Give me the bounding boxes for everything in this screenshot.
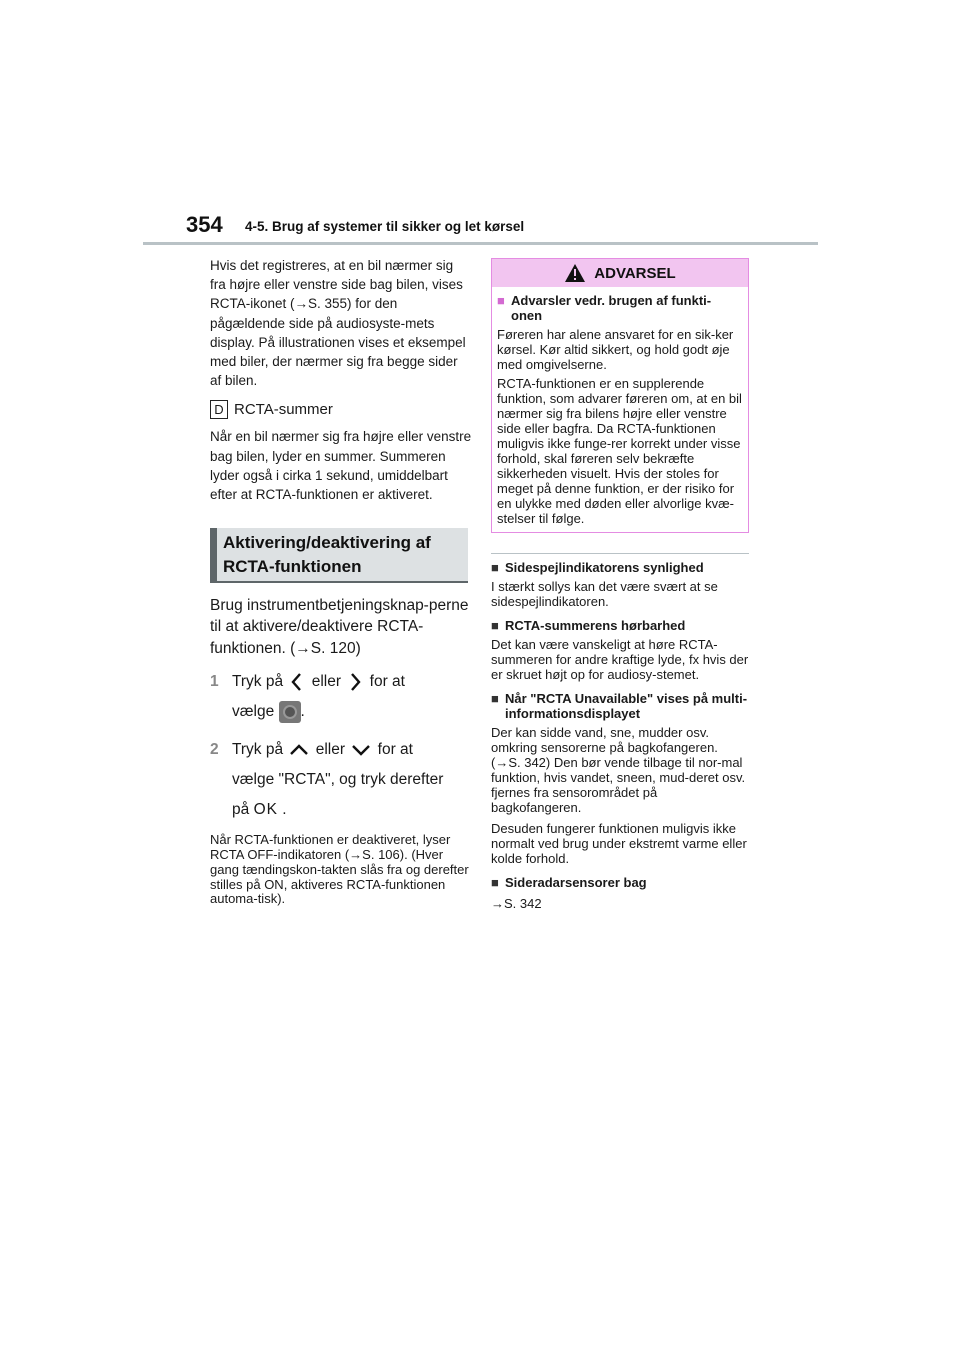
right-column — [491, 258, 749, 911]
chevron-right-icon — [345, 671, 365, 693]
step-text: . — [300, 703, 305, 721]
info-heading: Sidespejlindikatorens synlighed — [505, 560, 704, 575]
step-text: Tryk på — [232, 673, 284, 691]
info-text: Det kan være vanskeligt at høre RCTA-summeren for andre kraftige lyde, fx hvis der er skruet højt op for audiosy-stemet. — [491, 637, 749, 682]
d-title: RCTA-summer — [234, 401, 333, 419]
info-block — [491, 875, 749, 911]
warning-paragraph: RCTA-funktionen er en supplerende funktion, som advarer føreren om, at en bil nærmer sig fra bilens højre eller venstre side eller bagfra. Da RCTA-funktionen muligvis ikke funge-rer korrekt under visse forhold, skal føreren selv bekræfte sikkerheden visuelt. Hvis der stoles for meget på denne funktion, er der risiko for en ulykke med døden eller alvorlige kvæ-stelser til følge. — [497, 376, 742, 526]
warning-box — [491, 258, 749, 533]
intro-paragraph: Hvis det registreres, at en bil nærmer sig fra højre eller venstre side bag bilen, vises RCTA-ikonet (→S. 355) for den pågældende side på audiosyste-mets display. På illustrationen vises et eksempel med biler, der nærmer sig fra begge sider af bilen. — [210, 258, 466, 389]
info-block — [491, 618, 749, 682]
bullet-square-icon: ■ — [491, 875, 499, 890]
warning-paragraph: Føreren har alene ansvaret for en sik-ker kørsel. Kør altid sikkert, og hold godt øje med omgivelserne. — [497, 327, 734, 372]
info-text: I stærkt sollys kan det være svært at se sidespejlindikatoren. — [491, 579, 718, 609]
warning-triangle-icon — [564, 263, 586, 283]
step-1 — [210, 667, 472, 727]
step-text: for at — [369, 673, 405, 691]
chevron-up-icon — [287, 741, 311, 759]
info-block — [491, 560, 749, 609]
step-text: på — [232, 801, 250, 819]
step-number: 2 — [210, 741, 219, 759]
divider — [491, 553, 749, 554]
warning-header — [492, 259, 748, 287]
step-text: for at — [377, 741, 413, 759]
ok-button-symbol: OK — [253, 801, 278, 819]
section-title-line-1: Aktivering/deaktivering af — [223, 533, 431, 553]
warning-title: ADVARSEL — [594, 264, 676, 282]
section-underline — [210, 581, 468, 583]
step-2 — [210, 735, 472, 825]
d-paragraph: Når en bil nærmer sig fra højre eller venstre bag bilen, lyder en summer. Summeren lyder også i cirka 1 sekund, umiddelbart efter at RCTA-funktionen er aktiveret. — [210, 429, 472, 503]
warning-subheading: ■ Advarsler vedr. brugen af funkti-onen — [497, 293, 712, 323]
page-number: 354 — [186, 212, 223, 237]
chevron-left-icon — [287, 671, 307, 693]
gear-icon — [279, 701, 301, 723]
info-heading: Når "RCTA Unavailable" vises på multi-informationsdisplayet — [505, 691, 748, 721]
info-block — [491, 691, 749, 866]
info-text: Der kan sidde vand, sne, mudder osv. omkring sensorerne på bagkofangeren. (→S. 342) Den bør vende tilbage til nor-mal funktion, hvis vandet, sneen, mud-deret osv. fjernes fra sensorområdet på bagkofangeren. — [491, 725, 746, 815]
info-heading: Sideradarsensorer bag — [505, 875, 647, 890]
step-text: eller — [315, 741, 346, 759]
chevron-down-icon — [349, 741, 373, 759]
info-text: Desuden fungerer funktionen muligvis ikke normalt ved brug under ekstremt varme eller kolde forhold. — [491, 821, 747, 866]
d-marker: D — [210, 400, 228, 419]
bullet-square-icon: ■ — [491, 560, 499, 575]
bullet-square-icon: ■ — [491, 618, 499, 633]
step-number: 1 — [210, 673, 219, 691]
d-heading — [210, 400, 472, 419]
step-text: . — [282, 801, 287, 819]
info-heading: RCTA-summerens hørbarhed — [505, 618, 686, 633]
step-text: eller — [311, 673, 342, 691]
step-text: vælge — [232, 703, 275, 721]
step-text: vælge "RCTA", og tryk derefter — [232, 771, 444, 789]
note-paragraph: Når RCTA-funktionen er deaktiveret, lyser RCTA OFF-indikatoren (→S. 106). (Hver gang tændingskon-takten slås fra og derefter stilles på ON, aktiveres RCTA-funktionen automa-tisk). — [210, 832, 469, 907]
info-text: →S. 342 — [491, 896, 542, 911]
usage-paragraph: Brug instrumentbetjeningsknap-perne til at aktivere/deaktivere RCTA-funktionen. (→S. 120) — [210, 596, 469, 657]
chapter-title: 4-5. Brug af systemer til sikker og let kørsel — [245, 219, 525, 234]
bullet-square-icon: ■ — [491, 691, 499, 706]
header-rule — [143, 242, 818, 245]
bullet-square-icon: ■ — [497, 293, 505, 308]
section-title-line-2: RCTA-funktionen — [223, 557, 362, 577]
left-column — [210, 256, 472, 907]
step-text: Tryk på — [232, 741, 284, 759]
section-heading — [210, 528, 468, 581]
